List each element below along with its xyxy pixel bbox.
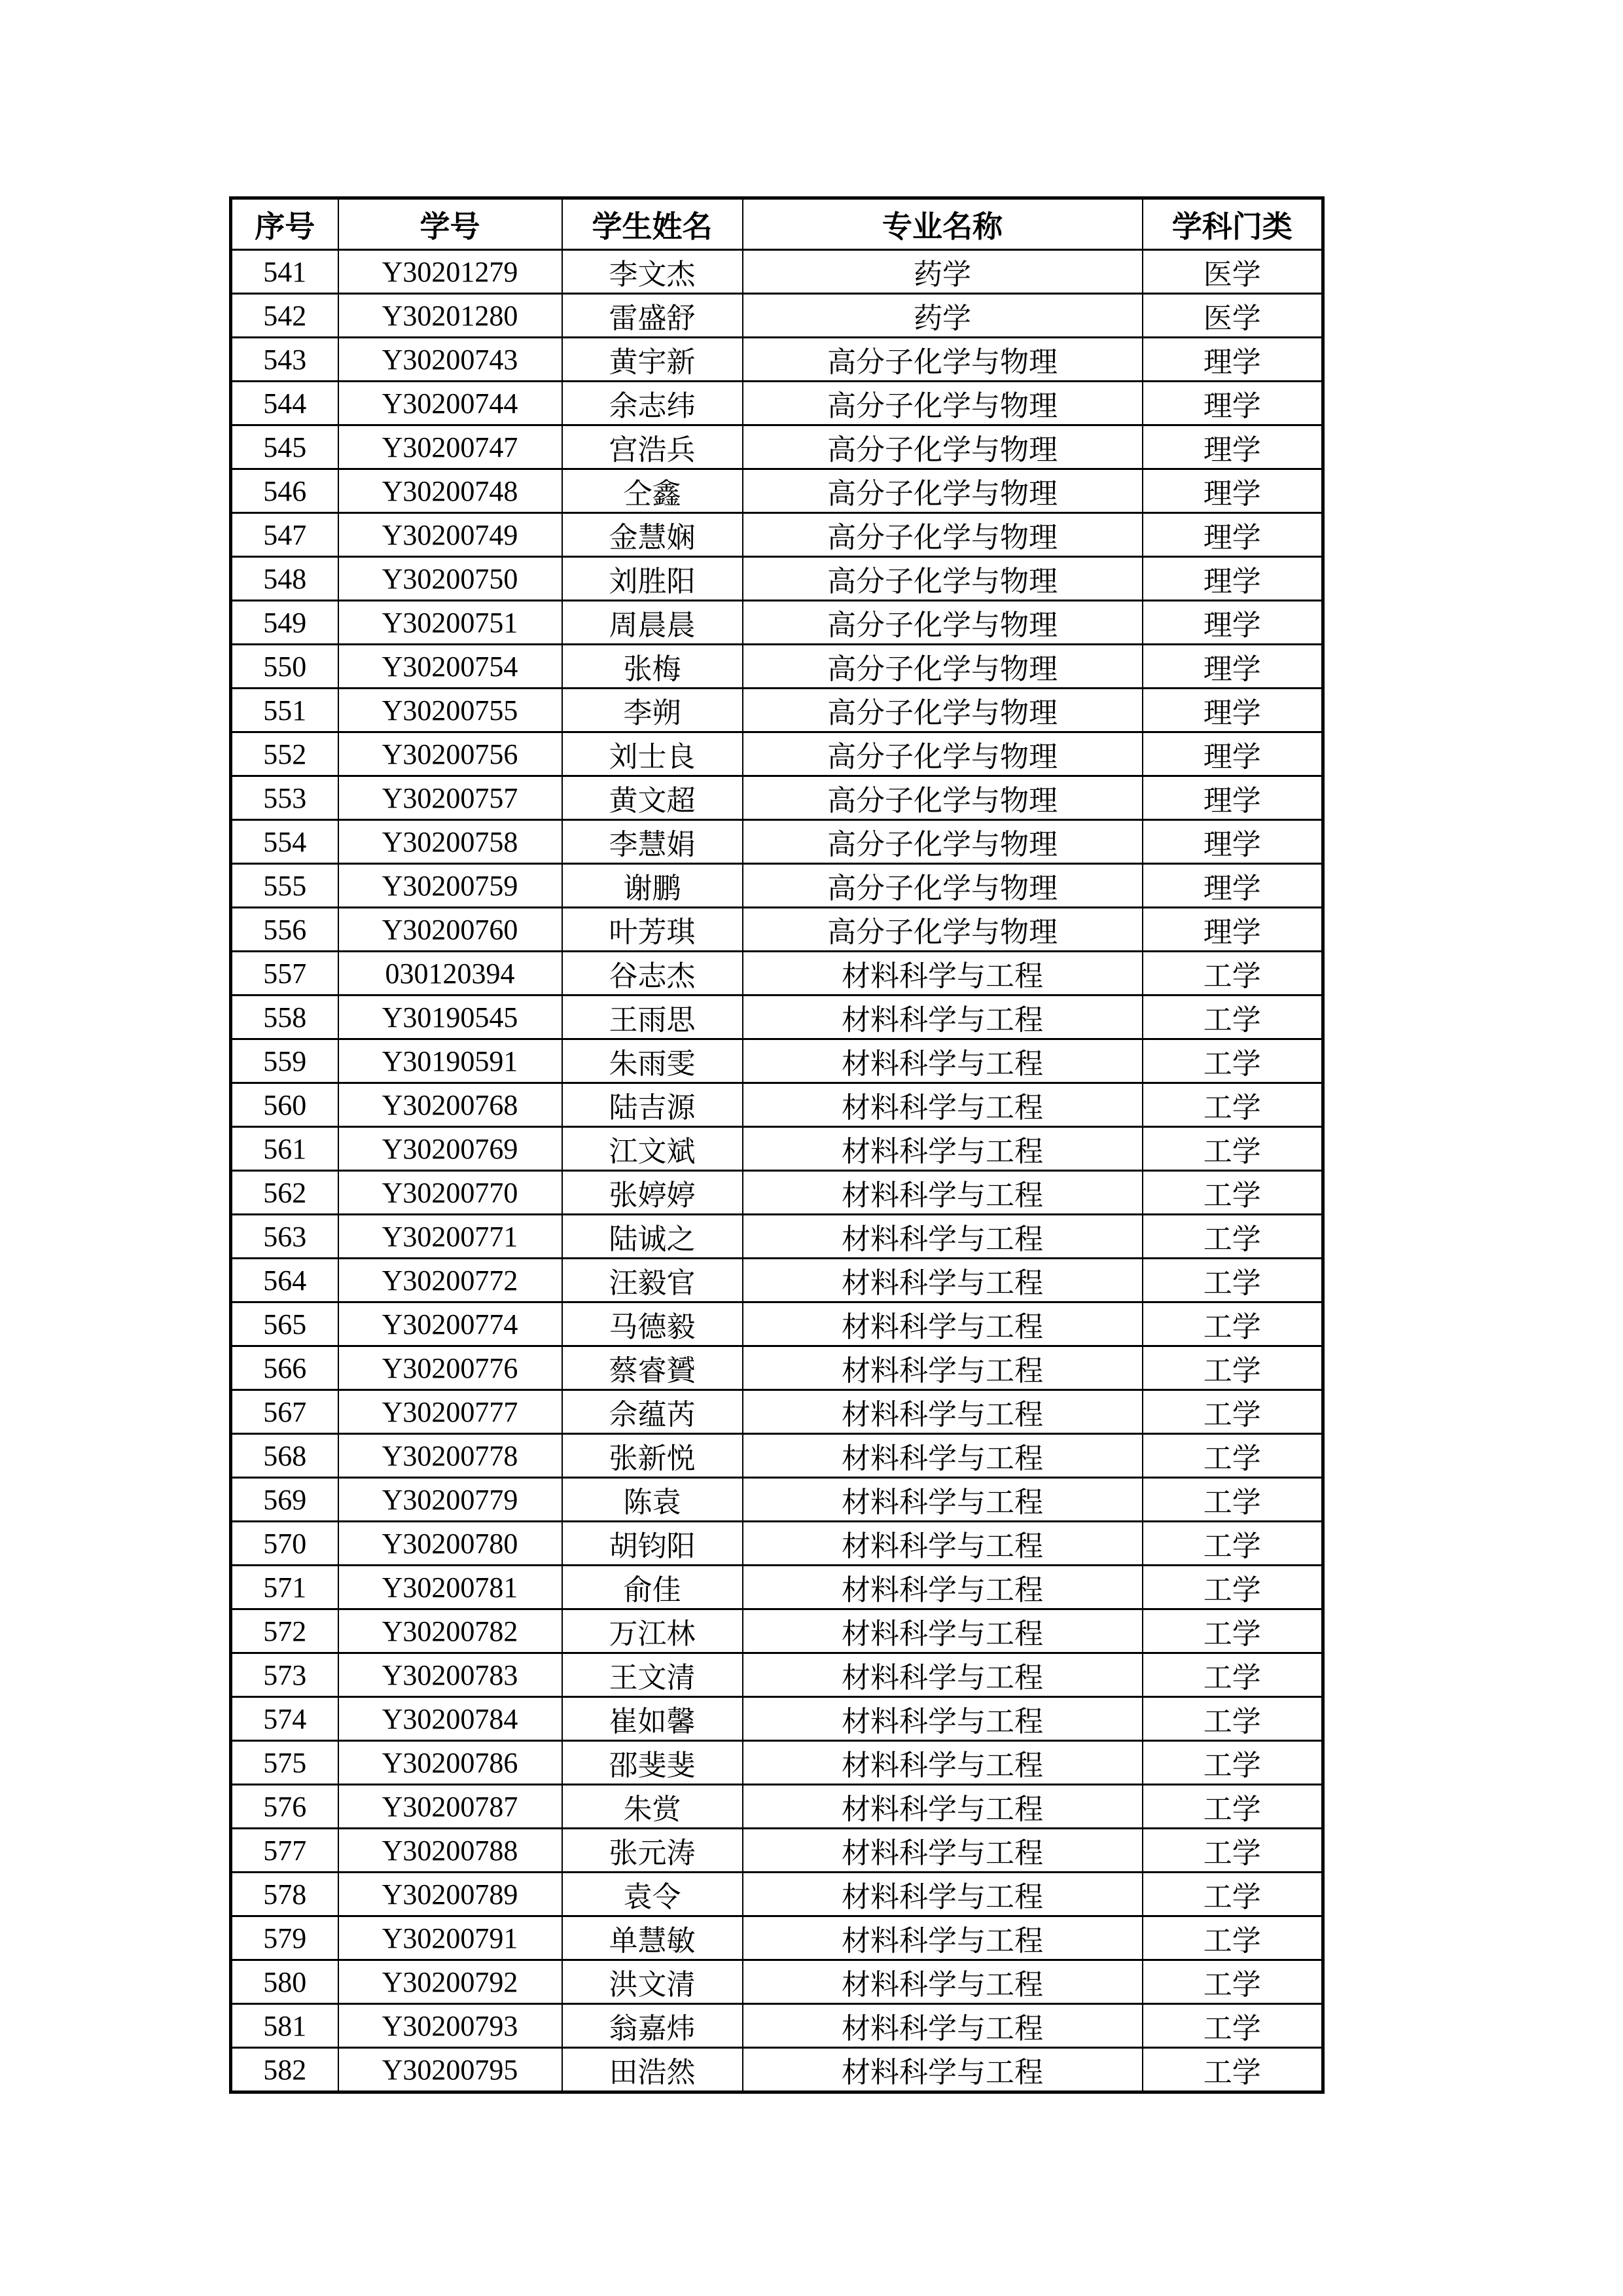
cell-major: 材料科学与工程 [743, 1741, 1143, 1785]
cell-name: 黄宇新 [562, 338, 743, 382]
cell-name: 谷志杰 [562, 952, 743, 996]
cell-seq: 542 [231, 294, 338, 338]
table-row [231, 908, 1323, 952]
cell-seq: 577 [231, 1829, 338, 1873]
column-header-seq: 序号 [231, 198, 338, 250]
cell-major: 高分子化学与物理 [743, 820, 1143, 864]
cell-name: 汪毅官 [562, 1259, 743, 1302]
cell-student-id: Y30200776 [338, 1346, 562, 1390]
cell-name: 李文杰 [562, 250, 743, 294]
cell-discipline: 工学 [1143, 1171, 1323, 1215]
cell-discipline: 理学 [1143, 689, 1323, 732]
cell-student-id: Y30200779 [338, 1478, 562, 1522]
cell-seq: 559 [231, 1039, 338, 1083]
cell-seq: 570 [231, 1522, 338, 1566]
cell-discipline: 工学 [1143, 1127, 1323, 1171]
table-row [231, 2048, 1323, 2092]
cell-major: 材料科学与工程 [743, 1478, 1143, 1522]
cell-student-id: Y30200788 [338, 1829, 562, 1873]
cell-name: 宫浩兵 [562, 425, 743, 469]
cell-discipline: 工学 [1143, 1960, 1323, 2004]
cell-seq: 561 [231, 1127, 338, 1171]
cell-name: 王文清 [562, 1653, 743, 1697]
table-row [231, 1741, 1323, 1785]
cell-seq: 557 [231, 952, 338, 996]
cell-seq: 556 [231, 908, 338, 952]
cell-student-id: Y30200778 [338, 1434, 562, 1478]
cell-seq: 541 [231, 250, 338, 294]
cell-discipline: 理学 [1143, 469, 1323, 513]
cell-major: 材料科学与工程 [743, 1302, 1143, 1346]
cell-major: 高分子化学与物理 [743, 469, 1143, 513]
column-header-name: 学生姓名 [562, 198, 743, 250]
cell-student-id: Y30200749 [338, 513, 562, 557]
table-row [231, 1478, 1323, 1522]
cell-name: 万江林 [562, 1609, 743, 1653]
cell-student-id: Y30200757 [338, 776, 562, 820]
cell-seq: 571 [231, 1566, 338, 1609]
column-header-discipline: 学科门类 [1143, 198, 1323, 250]
cell-student-id: Y30200783 [338, 1653, 562, 1697]
table-row [231, 1215, 1323, 1259]
cell-student-id: Y30200759 [338, 864, 562, 908]
cell-major: 材料科学与工程 [743, 2048, 1143, 2092]
cell-discipline: 理学 [1143, 732, 1323, 776]
table-row [231, 1873, 1323, 1916]
table-row [231, 1083, 1323, 1127]
cell-seq: 564 [231, 1259, 338, 1302]
cell-discipline: 理学 [1143, 864, 1323, 908]
cell-name: 佘蕴芮 [562, 1390, 743, 1434]
cell-major: 材料科学与工程 [743, 1083, 1143, 1127]
cell-discipline: 工学 [1143, 1916, 1323, 1960]
cell-seq: 554 [231, 820, 338, 864]
cell-major: 高分子化学与物理 [743, 601, 1143, 645]
cell-discipline: 理学 [1143, 425, 1323, 469]
cell-major: 材料科学与工程 [743, 952, 1143, 996]
cell-student-id: Y30201279 [338, 250, 562, 294]
cell-major: 高分子化学与物理 [743, 689, 1143, 732]
cell-name: 洪文清 [562, 1960, 743, 2004]
table-row [231, 1960, 1323, 2004]
cell-discipline: 理学 [1143, 382, 1323, 425]
cell-student-id: Y30200760 [338, 908, 562, 952]
cell-major: 材料科学与工程 [743, 1566, 1143, 1609]
cell-student-id: Y30200751 [338, 601, 562, 645]
cell-name: 张梅 [562, 645, 743, 689]
cell-name: 袁令 [562, 1873, 743, 1916]
cell-student-id: Y30200769 [338, 1127, 562, 1171]
cell-discipline: 工学 [1143, 2004, 1323, 2048]
cell-student-id: Y30200758 [338, 820, 562, 864]
cell-student-id: Y30200743 [338, 338, 562, 382]
cell-seq: 546 [231, 469, 338, 513]
cell-discipline: 工学 [1143, 1609, 1323, 1653]
table-row [231, 820, 1323, 864]
table-row [231, 469, 1323, 513]
table-header-row [231, 198, 1323, 250]
cell-discipline: 工学 [1143, 1873, 1323, 1916]
cell-discipline: 工学 [1143, 1302, 1323, 1346]
table-row [231, 1434, 1323, 1478]
cell-major: 材料科学与工程 [743, 1960, 1143, 2004]
table-row [231, 1390, 1323, 1434]
cell-major: 材料科学与工程 [743, 1873, 1143, 1916]
cell-discipline: 理学 [1143, 645, 1323, 689]
cell-name: 蔡睿贇 [562, 1346, 743, 1390]
cell-name: 张新悦 [562, 1434, 743, 1478]
cell-seq: 563 [231, 1215, 338, 1259]
cell-seq: 576 [231, 1785, 338, 1829]
cell-name: 朱雨雯 [562, 1039, 743, 1083]
cell-major: 材料科学与工程 [743, 1346, 1143, 1390]
cell-student-id: Y30200789 [338, 1873, 562, 1916]
cell-major: 材料科学与工程 [743, 996, 1143, 1039]
cell-name: 刘胜阳 [562, 557, 743, 601]
cell-major: 材料科学与工程 [743, 1609, 1143, 1653]
table-row [231, 864, 1323, 908]
cell-discipline: 工学 [1143, 952, 1323, 996]
cell-name: 马德毅 [562, 1302, 743, 1346]
cell-discipline: 理学 [1143, 557, 1323, 601]
cell-seq: 574 [231, 1697, 338, 1741]
cell-discipline: 工学 [1143, 1829, 1323, 1873]
cell-discipline: 工学 [1143, 1390, 1323, 1434]
cell-name: 翁嘉炜 [562, 2004, 743, 2048]
cell-discipline: 医学 [1143, 250, 1323, 294]
cell-seq: 548 [231, 557, 338, 601]
cell-seq: 580 [231, 1960, 338, 2004]
cell-major: 高分子化学与物理 [743, 864, 1143, 908]
cell-name: 陆吉源 [562, 1083, 743, 1127]
table-row [231, 952, 1323, 996]
cell-major: 材料科学与工程 [743, 1390, 1143, 1434]
table-row [231, 732, 1323, 776]
cell-discipline: 工学 [1143, 1259, 1323, 1302]
cell-seq: 565 [231, 1302, 338, 1346]
cell-major: 高分子化学与物理 [743, 382, 1143, 425]
table-row [231, 557, 1323, 601]
cell-seq: 543 [231, 338, 338, 382]
cell-major: 材料科学与工程 [743, 1434, 1143, 1478]
table-row [231, 996, 1323, 1039]
column-header-student-id: 学号 [338, 198, 562, 250]
cell-major: 材料科学与工程 [743, 1916, 1143, 1960]
table-row [231, 382, 1323, 425]
cell-name: 金慧娴 [562, 513, 743, 557]
cell-student-id: Y30200744 [338, 382, 562, 425]
cell-student-id: Y30200772 [338, 1259, 562, 1302]
cell-student-id: Y30200756 [338, 732, 562, 776]
cell-name: 单慧敏 [562, 1916, 743, 1960]
cell-name: 余志纬 [562, 382, 743, 425]
cell-student-id: 030120394 [338, 952, 562, 996]
cell-student-id: Y30200768 [338, 1083, 562, 1127]
cell-name: 周晨晨 [562, 601, 743, 645]
cell-discipline: 工学 [1143, 1346, 1323, 1390]
cell-discipline: 工学 [1143, 996, 1323, 1039]
cell-discipline: 工学 [1143, 2048, 1323, 2092]
table-row [231, 2004, 1323, 2048]
cell-name: 刘士良 [562, 732, 743, 776]
table-row [231, 1653, 1323, 1697]
cell-discipline: 工学 [1143, 1522, 1323, 1566]
cell-seq: 549 [231, 601, 338, 645]
table-row [231, 689, 1323, 732]
cell-major: 高分子化学与物理 [743, 557, 1143, 601]
cell-discipline: 工学 [1143, 1785, 1323, 1829]
cell-student-id: Y30200754 [338, 645, 562, 689]
cell-discipline: 医学 [1143, 294, 1323, 338]
column-header-major: 专业名称 [743, 198, 1143, 250]
table-body [231, 250, 1323, 2092]
table-row [231, 513, 1323, 557]
cell-major: 高分子化学与物理 [743, 513, 1143, 557]
cell-name: 江文斌 [562, 1127, 743, 1171]
cell-major: 高分子化学与物理 [743, 908, 1143, 952]
cell-name: 陆诚之 [562, 1215, 743, 1259]
student-roster-table [229, 196, 1325, 2094]
cell-major: 药学 [743, 250, 1143, 294]
cell-major: 高分子化学与物理 [743, 732, 1143, 776]
cell-seq: 547 [231, 513, 338, 557]
cell-name: 黄文超 [562, 776, 743, 820]
cell-major: 材料科学与工程 [743, 1829, 1143, 1873]
cell-discipline: 工学 [1143, 1215, 1323, 1259]
table-row [231, 294, 1323, 338]
cell-discipline: 工学 [1143, 1083, 1323, 1127]
cell-discipline: 工学 [1143, 1566, 1323, 1609]
cell-seq: 569 [231, 1478, 338, 1522]
cell-name: 陈袁 [562, 1478, 743, 1522]
cell-discipline: 工学 [1143, 1741, 1323, 1785]
cell-seq: 551 [231, 689, 338, 732]
cell-discipline: 理学 [1143, 776, 1323, 820]
cell-seq: 578 [231, 1873, 338, 1916]
table-row [231, 425, 1323, 469]
cell-student-id: Y30200748 [338, 469, 562, 513]
cell-student-id: Y30200787 [338, 1785, 562, 1829]
cell-discipline: 理学 [1143, 820, 1323, 864]
cell-student-id: Y30190545 [338, 996, 562, 1039]
cell-name: 胡钧阳 [562, 1522, 743, 1566]
cell-student-id: Y30190591 [338, 1039, 562, 1083]
table-row [231, 1566, 1323, 1609]
cell-student-id: Y30200792 [338, 1960, 562, 2004]
cell-student-id: Y30200774 [338, 1302, 562, 1346]
cell-name: 王雨思 [562, 996, 743, 1039]
cell-student-id: Y30200793 [338, 2004, 562, 2048]
table-row [231, 1829, 1323, 1873]
cell-seq: 566 [231, 1346, 338, 1390]
cell-major: 药学 [743, 294, 1143, 338]
table-row [231, 1916, 1323, 1960]
table-row [231, 250, 1323, 294]
cell-student-id: Y30200781 [338, 1566, 562, 1609]
cell-seq: 552 [231, 732, 338, 776]
cell-name: 仝鑫 [562, 469, 743, 513]
cell-major: 材料科学与工程 [743, 1171, 1143, 1215]
cell-major: 高分子化学与物理 [743, 645, 1143, 689]
table-row [231, 338, 1323, 382]
cell-student-id: Y30200750 [338, 557, 562, 601]
cell-name: 朱赏 [562, 1785, 743, 1829]
cell-student-id: Y30200786 [338, 1741, 562, 1785]
cell-discipline: 工学 [1143, 1478, 1323, 1522]
cell-seq: 568 [231, 1434, 338, 1478]
cell-name: 叶芳琪 [562, 908, 743, 952]
table-row [231, 776, 1323, 820]
cell-seq: 562 [231, 1171, 338, 1215]
cell-major: 材料科学与工程 [743, 1697, 1143, 1741]
cell-student-id: Y30200791 [338, 1916, 562, 1960]
table-row [231, 1171, 1323, 1215]
cell-seq: 575 [231, 1741, 338, 1785]
table-row [231, 1302, 1323, 1346]
cell-name: 崔如馨 [562, 1697, 743, 1741]
cell-discipline: 理学 [1143, 908, 1323, 952]
cell-major: 高分子化学与物理 [743, 338, 1143, 382]
cell-major: 材料科学与工程 [743, 1259, 1143, 1302]
cell-discipline: 理学 [1143, 601, 1323, 645]
cell-student-id: Y30200782 [338, 1609, 562, 1653]
cell-name: 邵斐斐 [562, 1741, 743, 1785]
cell-seq: 545 [231, 425, 338, 469]
cell-discipline: 工学 [1143, 1697, 1323, 1741]
cell-seq: 560 [231, 1083, 338, 1127]
cell-seq: 579 [231, 1916, 338, 1960]
cell-major: 高分子化学与物理 [743, 776, 1143, 820]
cell-seq: 582 [231, 2048, 338, 2092]
table-row [231, 1259, 1323, 1302]
cell-seq: 544 [231, 382, 338, 425]
cell-discipline: 工学 [1143, 1039, 1323, 1083]
cell-major: 材料科学与工程 [743, 1653, 1143, 1697]
table-row [231, 1522, 1323, 1566]
table-row [231, 601, 1323, 645]
cell-student-id: Y30200784 [338, 1697, 562, 1741]
table-row [231, 645, 1323, 689]
cell-seq: 567 [231, 1390, 338, 1434]
cell-name: 张婷婷 [562, 1171, 743, 1215]
table-row [231, 1039, 1323, 1083]
cell-student-id: Y30200755 [338, 689, 562, 732]
cell-student-id: Y30200770 [338, 1171, 562, 1215]
cell-student-id: Y30200771 [338, 1215, 562, 1259]
cell-student-id: Y30200777 [338, 1390, 562, 1434]
cell-seq: 550 [231, 645, 338, 689]
cell-student-id: Y30200795 [338, 2048, 562, 2092]
cell-name: 田浩然 [562, 2048, 743, 2092]
cell-seq: 553 [231, 776, 338, 820]
cell-name: 俞佳 [562, 1566, 743, 1609]
table-row [231, 1697, 1323, 1741]
cell-seq: 573 [231, 1653, 338, 1697]
cell-discipline: 理学 [1143, 513, 1323, 557]
cell-major: 材料科学与工程 [743, 2004, 1143, 2048]
cell-discipline: 工学 [1143, 1434, 1323, 1478]
cell-discipline: 工学 [1143, 1653, 1323, 1697]
cell-student-id: Y30201280 [338, 294, 562, 338]
cell-major: 材料科学与工程 [743, 1215, 1143, 1259]
cell-major: 材料科学与工程 [743, 1039, 1143, 1083]
cell-name: 谢鹏 [562, 864, 743, 908]
cell-name: 李朔 [562, 689, 743, 732]
cell-student-id: Y30200780 [338, 1522, 562, 1566]
table-row [231, 1346, 1323, 1390]
table-row [231, 1609, 1323, 1653]
cell-seq: 572 [231, 1609, 338, 1653]
table-row [231, 1127, 1323, 1171]
cell-name: 李慧娟 [562, 820, 743, 864]
cell-major: 材料科学与工程 [743, 1785, 1143, 1829]
cell-seq: 581 [231, 2004, 338, 2048]
cell-name: 雷盛舒 [562, 294, 743, 338]
cell-discipline: 理学 [1143, 338, 1323, 382]
table-row [231, 1785, 1323, 1829]
table-header [231, 198, 1323, 250]
cell-major: 材料科学与工程 [743, 1127, 1143, 1171]
cell-name: 张元涛 [562, 1829, 743, 1873]
cell-major: 材料科学与工程 [743, 1522, 1143, 1566]
cell-seq: 555 [231, 864, 338, 908]
cell-seq: 558 [231, 996, 338, 1039]
cell-major: 高分子化学与物理 [743, 425, 1143, 469]
cell-student-id: Y30200747 [338, 425, 562, 469]
